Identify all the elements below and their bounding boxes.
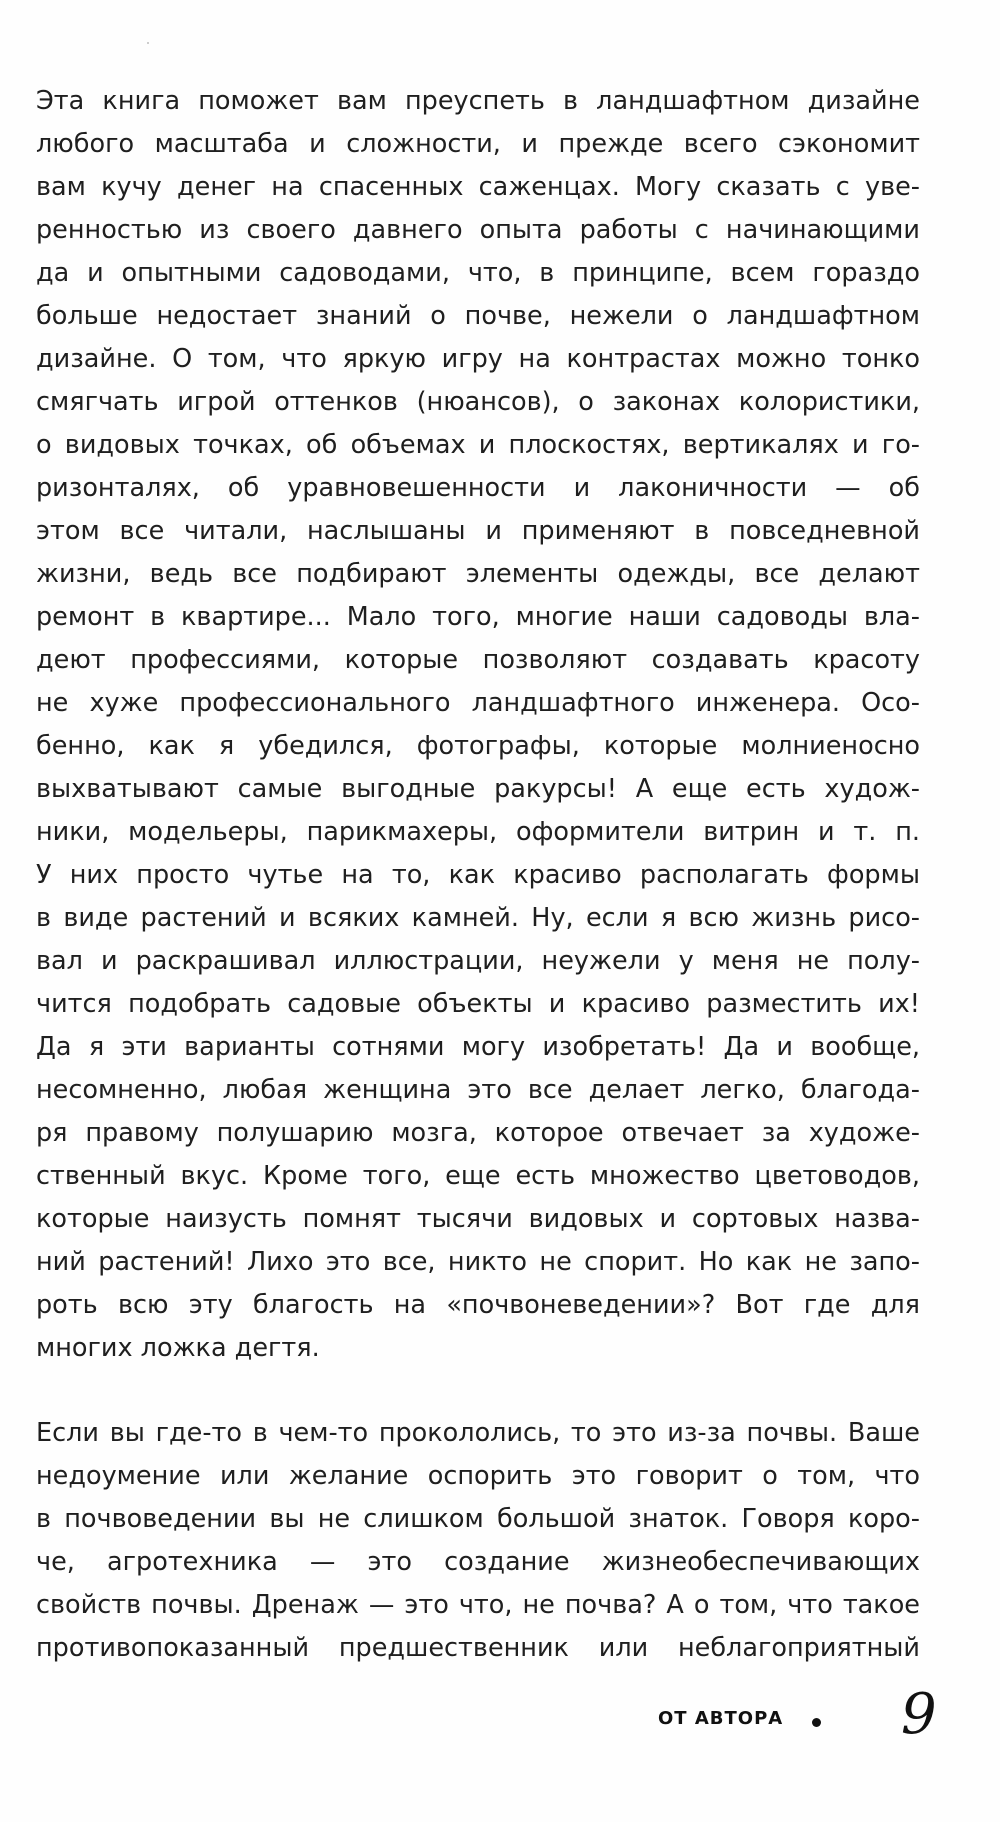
paragraph-2 [36,1412,920,1670]
text-line: в почвоведении вы не слишком большой знаток. Говоря коро- [36,1504,920,1534]
bullet-dot-icon [812,1718,821,1727]
text-line: У них просто чутье на то, как красиво располагать формы [36,860,920,890]
text-line: жизни, ведь все подбирают элементы одежды, все делают [36,559,920,589]
text-line: свойств почвы. Дренаж — это что, не почва? А о том, что такое [36,1590,920,1620]
text-line: несомненно, любая женщина это все делает легко, благода- [36,1075,920,1105]
running-footer-label: ОТ АВТОРА [658,1708,784,1729]
text-line: ственный вкус. Кроме того, еще есть множество цветоводов, [36,1161,920,1191]
text-line: Если вы где-то в чем-то прокололись, то это из-за почвы. Ваше [36,1418,920,1448]
text-line: да и опытными садоводами, что, в принципе, всем гораздо [36,258,920,288]
text-line: ники, модельеры, парикмахеры, оформители витрин и т. п. [36,817,920,847]
page-number: 9 [901,1682,937,1747]
text-line: любого масштаба и сложности, и прежде всего сэкономит [36,129,920,159]
text-line: противопоказанный предшественник или неблагоприятный [36,1633,920,1663]
text-line: в виде растений и всяких камней. Ну, если я всю жизнь рисо- [36,903,920,933]
text-line: бенно, как я убедился, фотографы, которые молниеносно [36,731,920,761]
text-line: ремонт в квартире... Мало того, многие наши садоводы вла- [36,602,920,632]
text-line: вал и раскрашивал иллюстрации, неужели у меня не полу- [36,946,920,976]
text-line: выхватывают самые выгодные ракурсы! А еще есть худож- [36,774,920,804]
text-line: этом все читали, наслышаны и применяют в повседневной [36,516,920,546]
text-line: которые наизусть помнят тысячи видовых и сортовых назва- [36,1204,920,1234]
text-line: не хуже профессионального ландшафтного инженера. Осо- [36,688,920,718]
text-line: ря правому полушарию мозга, которое отвечает за художе- [36,1118,920,1148]
text-line: вам кучу денег на спасенных саженцах. Могу сказать с уве- [36,172,920,202]
text-line: ний растений! Лихо это все, никто не спорит. Но как не запо- [36,1247,920,1277]
text-line: ренностью из своего давнего опыта работы с начинающими [36,215,920,245]
text-line: о видовых точках, об объемах и плоскостях, вертикалях и го- [36,430,920,460]
text-line: недоумение или желание оспорить это говорит о том, что [36,1461,920,1491]
text-line: дизайне. О том, что яркую игру на контрастах можно тонко [36,344,920,374]
text-line: больше недостает знаний о почве, нежели о ландшафтном [36,301,920,331]
text-line: Эта книга поможет вам преуспеть в ландшафтном дизайне [36,86,920,116]
text-line: роть всю эту благость на «почвоневедении»? Вот где для [36,1290,920,1320]
text-line: че, агротехника — это создание жизнеобеспечивающих [36,1547,920,1577]
text-line: ризонталях, об уравновешенности и лаконичности — об [36,473,920,503]
text-line: Да я эти варианты сотнями могу изобретать! Да и вообще, [36,1032,920,1062]
text-line: смягчать игрой оттенков (нюансов), о законах колористики, [36,387,920,417]
page-footer [658,1682,968,1750]
paragraph-1 [36,80,920,1370]
text-line: многих ложка дегтя. [36,1333,320,1363]
text-line: чится подобрать садовые объекты и красиво разместить их! [36,989,920,1019]
text-line: деют профессиями, которые позволяют создавать красоту [36,645,920,675]
paper-speck [147,42,149,44]
